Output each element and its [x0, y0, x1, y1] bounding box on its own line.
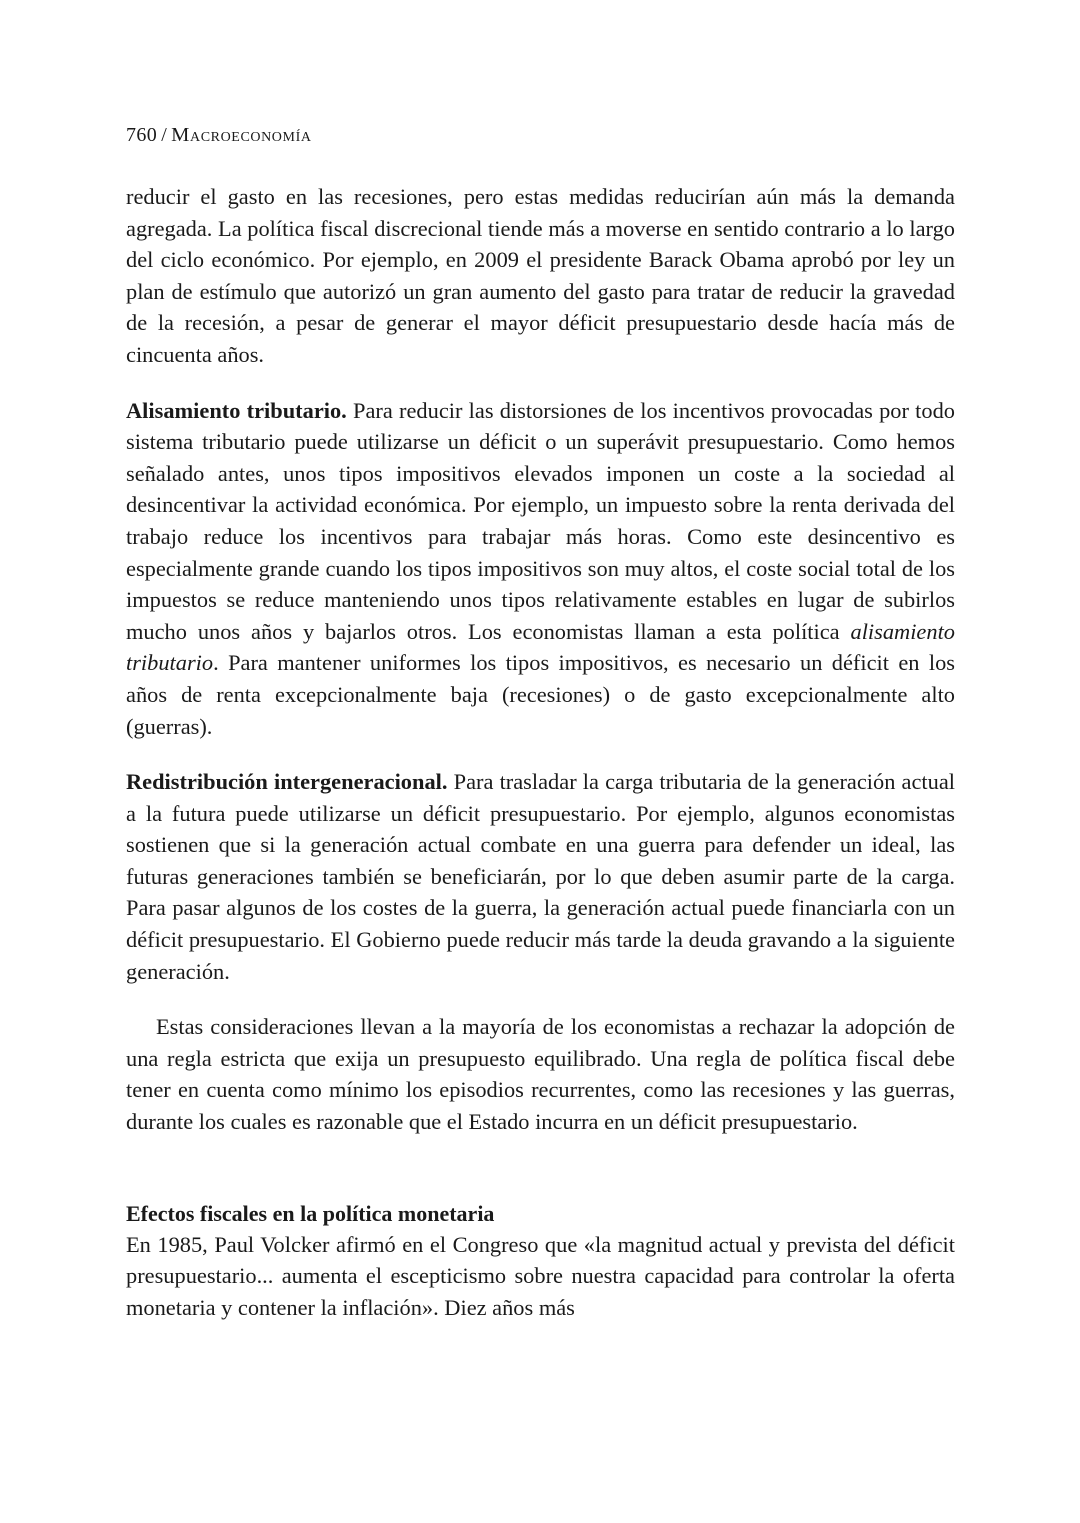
paragraph-continuation: reducir el gasto en las recesiones, pero estas medidas reducirían aún más la demanda agregada. La política fiscal discrecional tiende más a moverse en sentido contrario a lo largo del ciclo económico. Por ejemplo, en 2009 el presidente Barack Obama aprobó por ley un plan de estímulo que autorizó un gran aumento del gasto para tratar de reducir la gravedad de la recesión, a pesar de generar el mayor déficit presupuestario desde hacía más de cincuenta años.	[126, 184, 955, 367]
paragraph-alisamiento-tributario	[126, 395, 955, 743]
run-in-head-redistribucion: Redistribución intergeneracional.	[126, 769, 448, 795]
section-heading-efectos-fiscales: Efectos fiscales en la política monetaria	[126, 1200, 495, 1226]
paragraph-volcker: En 1985, Paul Volcker afirmó en el Congreso que «la magnitud actual y prevista del déficit presupuestario... aumenta el escepticismo sobre nuestra capacidad para controlar la oferta monetaria y contener la inflación». Diez años más	[126, 1231, 955, 1320]
paragraph-estas-consideraciones: Estas consideraciones llevan a la mayoría de los economistas a rechazar la adopción de una regla estricta que exija un presupuesto equilibrado. Una regla de política fiscal debe tener en cuenta como mínimo los episodios recurrentes, como las recesiones y las guerras, durante los cuales es razonable que el Estado incurra en un déficit presupuestario.	[126, 1014, 955, 1135]
paragraph-redistribucion-text: Para trasladar la carga tributaria de la generación actual a la futura puede utilizarse un déficit presupuestario. Por ejemplo, algunos economistas sostienen que si la generación actual combate en una guerra para defender un ideal, las futuras generaciones también se beneficiarán, por lo que deben asumir parte de la carga. Para pasar algunos de los costes de la guerra, la generación actual puede financiarla con un déficit presupuestario. El Gobierno puede reducir más tarde la deuda gravando a la siguiente generación.	[126, 769, 955, 984]
run-in-head-alisamiento: Alisamiento tributario.	[126, 397, 347, 423]
body-text-block	[126, 181, 955, 1323]
section-heading-wrapper	[126, 1198, 955, 1229]
italic-term-alisamiento-tributario: alisamiento tributario	[126, 618, 955, 676]
paragraph-redistribucion-intergeneracional	[126, 766, 955, 987]
running-head-separator: /	[161, 124, 168, 146]
book-title: Macroeconomía	[171, 124, 312, 146]
paragraph-alisamiento-text-2: . Para mantener uniformes los tipos impositivos, es necesario un déficit en los años de renta excepcionalmente baja (recesiones) o de gasto excepcionalmente alto (guerras).	[126, 650, 955, 739]
paragraph-alisamiento-text-1: Para reducir las distorsiones de los incentivos provocadas por todo sistema tributario puede utilizarse un déficit o un superávit presupuestario. Como hemos señalado antes, unos tipos impositivos elevados imponen un coste a la sociedad al desincentivar la actividad económica. Por ejemplo, un impuesto sobre la renta derivada del trabajo reduce los incentivos para trabajar más horas. Como este desincentivo es especialmente grande cuando los tipos impositivos son muy altos, el coste social total de los impuestos se reduce manteniendo unos tipos relativamente estables en lugar de subirlos mucho unos años y bajarlos otros. Los economistas llaman a esta política	[126, 397, 955, 644]
running-head	[126, 124, 312, 147]
page-number: 760	[126, 124, 158, 146]
